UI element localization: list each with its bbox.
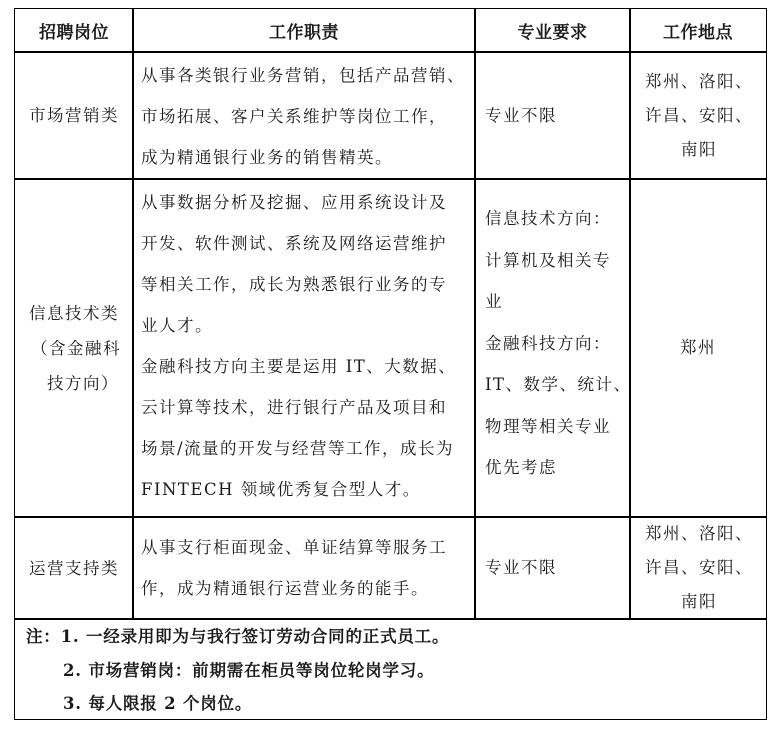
position-line: 市场营销类 (29, 106, 119, 125)
position-line: 信息技术类 (29, 303, 119, 323)
row-operations-requirements (475, 517, 630, 619)
requirement-line: 计算机及相关专 (485, 250, 611, 270)
header-requirements (475, 9, 630, 52)
position-line: 技方向） (47, 373, 119, 393)
location-line: 许昌、安阳、 (645, 558, 753, 577)
header-duties-label: 工作职责 (269, 23, 339, 43)
duties-line: 开发、软件测试、系统及网络运营维护 (141, 234, 447, 253)
position-line: （含金融科 (31, 338, 121, 358)
header-position (15, 9, 133, 52)
duties-line: 金融科技方向主要是运用 IT、大数据、 (141, 357, 457, 376)
note-line: 注：1. 一经录用即为与我行签订劳动合同的正式员工。 (26, 627, 450, 646)
header-requirements-label: 专业要求 (517, 23, 588, 43)
duties-line: 从事支行柜面现金、单证结算等服务工 (141, 538, 447, 557)
duties-line: 从事各类银行业务营销，包括产品营销、 (141, 65, 465, 85)
duties-line: 业人才。 (141, 316, 213, 335)
row-it-duties (133, 179, 475, 517)
row-it-requirements (475, 179, 630, 517)
requirement-line: IT、数学、统计、 (485, 375, 632, 394)
duties-line: 从事数据分析及挖掘、应用系统设计及 (141, 193, 447, 212)
duties-line: 场景/流量的开发与经营等工作，成长为 (141, 439, 455, 458)
duties-line: FINTECH 领域优秀复合型人才。 (141, 480, 421, 499)
row-it-location (630, 179, 766, 517)
header-location-label: 工作地点 (663, 23, 733, 43)
header-location (630, 9, 766, 52)
row-operations-location (630, 517, 766, 619)
location-line: 许昌、安阳、 (645, 105, 753, 125)
duties-line: 等相关工作，成长为熟悉银行业务的专 (141, 275, 447, 294)
position-line: 运营支持类 (29, 558, 119, 578)
location-line: 南阳 (681, 139, 717, 159)
recruitment-table (14, 8, 767, 720)
row-marketing-location (630, 52, 766, 179)
requirement-line: 物理等相关专业 (485, 416, 611, 436)
row-marketing-position (15, 52, 133, 179)
requirement-line: 业 (485, 292, 503, 311)
duties-line: 云计算等技术，进行银行产品及项目和 (141, 398, 447, 417)
requirement-line: 金融科技方向： (485, 333, 611, 353)
row-marketing-requirements (475, 52, 630, 179)
duties-line: 市场拓展、客户关系维护等岗位工作， (141, 106, 447, 126)
location-line: 郑州 (680, 338, 716, 357)
note-line: 3. 每人限报 2 个岗位。 (63, 694, 253, 713)
header-duties (133, 9, 475, 52)
location-line: 郑州、洛阳、 (645, 71, 753, 91)
row-marketing-duties (133, 52, 475, 179)
requirement-line: 专业不限 (485, 105, 557, 125)
duties-line: 作，成为精通银行运营业务的能手。 (141, 579, 429, 598)
notes-section (15, 619, 766, 719)
row-it-position (15, 179, 133, 517)
row-operations-position (15, 517, 133, 619)
header-position-label: 招聘岗位 (39, 23, 109, 43)
requirement-line: 专业不限 (485, 558, 557, 578)
requirement-line: 优先考虑 (485, 458, 557, 477)
duties-line: 成为精通银行业务的销售精英。 (141, 147, 393, 167)
row-operations-duties (133, 517, 475, 619)
location-line: 南阳 (681, 592, 717, 611)
note-line: 2. 市场营销岗：前期需在柜员等岗位轮岗学习。 (63, 660, 435, 680)
requirement-line: 信息技术方向： (485, 209, 611, 228)
location-line: 郑州、洛阳、 (645, 524, 753, 543)
